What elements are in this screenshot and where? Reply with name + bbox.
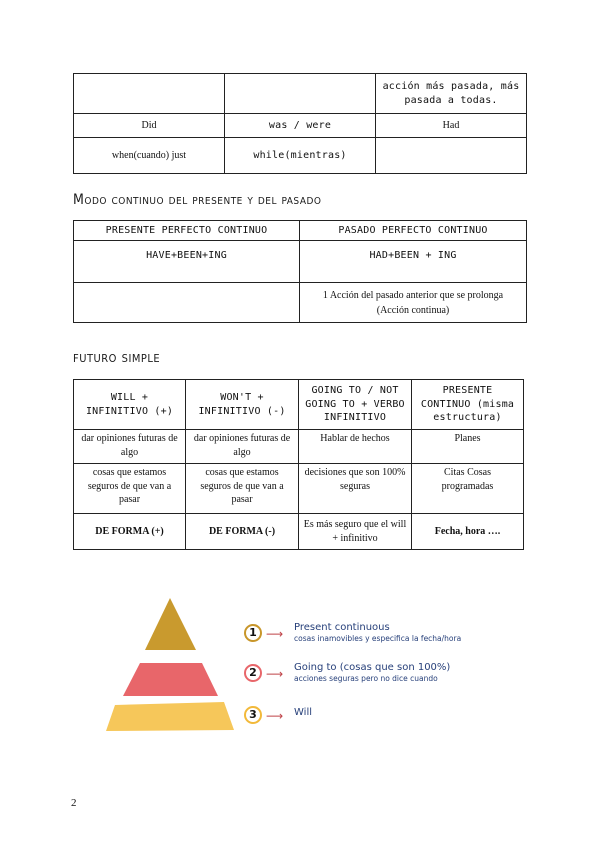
legend-main-text: Going to (cosas que son 100%) [294, 662, 451, 673]
arrow-right-icon: ⟶ [266, 627, 284, 641]
tense-certainty-pyramid [100, 590, 240, 740]
table-cell: DE FORMA (+) [74, 514, 186, 550]
column-header: PRESENTE CONTINUO (misma estructura) [412, 380, 524, 430]
table-cell: HAD+BEEN + ING [300, 241, 527, 283]
column-header: GOING TO / NOT GOING TO + VERBO INFINITIVO [299, 380, 412, 430]
table-cell: Planes [412, 430, 524, 464]
table-cell: 1 Acción del pasado anterior que se prolonga (Acción continua) [300, 283, 527, 323]
column-header: PASADO PERFECTO CONTINUO [300, 221, 527, 241]
table-cell: DE FORMA (-) [186, 514, 299, 550]
table-cell [225, 74, 376, 114]
table-cell [74, 74, 225, 114]
table-cell: Es más seguro que el will + infinitivo [299, 514, 412, 550]
column-header: PRESENTE PERFECTO CONTINUO [74, 221, 300, 241]
table-cell: Citas Cosas programadas [412, 464, 524, 514]
table-cell: dar opiniones futuras de algo [74, 430, 186, 464]
pyramid-middle-layer [123, 663, 218, 696]
section-title-futuro: futuro simple [73, 348, 161, 366]
table-cell: Did [74, 114, 225, 138]
table-cell: HAVE+BEEN+ING [74, 241, 300, 283]
table-cell: when(cuando) just [74, 138, 225, 174]
pyramid-top-layer [145, 598, 196, 650]
table-cell [74, 283, 300, 323]
number-circle-icon: 1 [244, 624, 262, 642]
column-header: WILL + INFINITIVO (+) [74, 380, 186, 430]
table-cell: decisiones que son 100% seguras [299, 464, 412, 514]
column-header: WON'T + INFINITIVO (-) [186, 380, 299, 430]
table-cell: Fecha, hora …. [412, 514, 524, 550]
legend-main-text: Present continuous [294, 622, 390, 633]
perfect-continuous-table [73, 220, 527, 323]
number-circle-icon: 3 [244, 706, 262, 724]
table-cell: Hablar de hechos [299, 430, 412, 464]
table-cell: was / were [225, 114, 376, 138]
legend-sub-text: acciones seguras pero no dice cuando [294, 674, 438, 683]
table-cell: dar opiniones futuras de algo [186, 430, 299, 464]
tense-auxiliaries-table [73, 73, 527, 174]
arrow-right-icon: ⟶ [266, 667, 284, 681]
arrow-right-icon: ⟶ [266, 709, 284, 723]
legend-main-text: Will [294, 707, 313, 718]
table-cell: cosas que estamos seguros de que van a pasar [74, 464, 186, 514]
future-simple-table [73, 379, 524, 550]
section-title-continuo: Modo continuo del presente y del pasado [73, 192, 322, 208]
number-circle-icon: 2 [244, 664, 262, 682]
pyramid-bottom-layer [106, 702, 234, 731]
legend-sub-text: cosas inamovibles y especifica la fecha/hora [294, 634, 462, 643]
table-cell: Had [376, 114, 527, 138]
table-cell: while(mientras) [225, 138, 376, 174]
table-cell: cosas que estamos seguros de que van a pasar [186, 464, 299, 514]
page-number: 2 [71, 797, 77, 809]
table-cell [376, 138, 527, 174]
table-cell: acción más pasada, más pasada a todas. [376, 74, 527, 114]
